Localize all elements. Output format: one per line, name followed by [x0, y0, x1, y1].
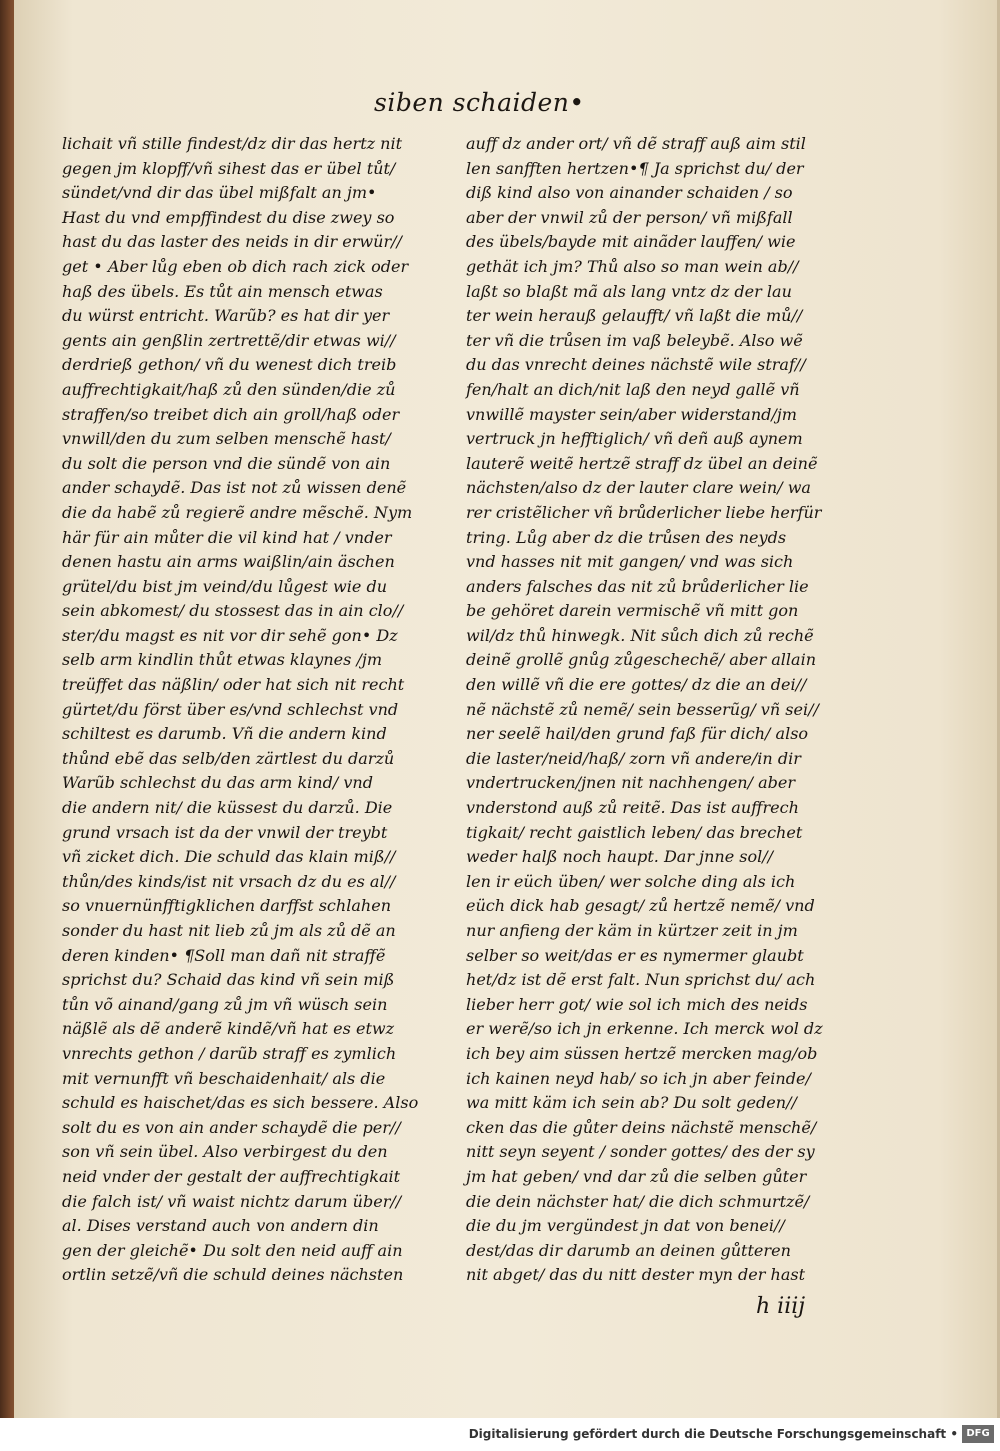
- text-line: schiltest es darumb. Vñ die andern kind: [62, 724, 387, 744]
- text-line: straffen/so treibet dich ain groll/haß oder: [62, 404, 400, 424]
- signature-mark: h iiij: [756, 1294, 806, 1319]
- text-line: tůn võ ainand/gang zů jm vñ wüsch sein: [62, 994, 388, 1014]
- text-line: vnrechts gethon / darũb straff es zymlich: [62, 1043, 397, 1063]
- text-line: nächsten/also dz der lauter clare wein/ wa: [466, 478, 811, 498]
- text-line: eüch dick hab gesagt/ zů hertzẽ nemẽ/ vnd: [466, 896, 815, 916]
- text-line: ortlin setzẽ/vñ die schuld deines nächsten: [62, 1265, 404, 1285]
- text-line: vnwill/den du zum selben menschẽ hast/: [62, 429, 391, 449]
- text-line: auff dz ander ort/ vñ dẽ straff auß aim stil: [466, 134, 806, 153]
- text-line: son vñ sein übel. Also verbirgest du den: [62, 1142, 388, 1162]
- text-line: den willẽ vñ die ere gottes/ dz die an dei//: [466, 675, 807, 695]
- text-line: nẽ nächstẽ zů nemẽ/ sein besserũg/ vñ sei//: [466, 699, 819, 719]
- text-line: get • Aber lůg eben ob dich rach zick oder: [62, 256, 409, 276]
- text-line: gents ain genßlin zertrettẽ/dir etwas wi//: [62, 330, 396, 350]
- digitization-footer: [0, 1418, 1000, 1451]
- text-line: selb arm kindlin thůt etwas klaynes /jm: [62, 650, 383, 670]
- text-line: schuld es haischet/das es sich bessere. Also: [62, 1093, 419, 1113]
- text-line: be gehöret darein vermischẽ vñ mitt gon: [466, 601, 799, 621]
- text-line: er werẽ/so ich jn erkenne. Ich merck wol dz: [466, 1019, 823, 1039]
- text-line: auffrechtigkait/haß zů den sünden/die zů: [62, 379, 396, 399]
- text-line: gethät ich jm? Thů also so man wein ab//: [466, 256, 799, 276]
- text-line: grütel/du bist jm veind/du lůgest wie du: [62, 576, 388, 596]
- text-line: dest/das dir darumb an deinen gůtteren: [466, 1240, 791, 1260]
- text-line: Warũb schlechst du das arm kind/ vnd: [62, 773, 374, 793]
- text-line: sonder du hast nit lieb zů jm als zů dẽ an: [62, 921, 396, 940]
- dfg-logo: DFG: [962, 1425, 994, 1443]
- text-line: ter vñ die trůsen im vaß beleybẽ. Also wẽ: [466, 330, 803, 350]
- text-line: gürtet/du först über es/vnd schlechst vnd: [62, 699, 399, 719]
- text-line: lieber herr got/ wie sol ich mich des neids: [466, 994, 808, 1014]
- text-line: die dein nächster hat/ die dich schmurtzẽ/: [466, 1191, 810, 1211]
- funding-notice: Digitalisierung gefördert durch die Deutsche Forschungsgemeinschaft •: [468, 1427, 958, 1441]
- text-line: derdrieß gethon/ vñ du wenest dich treib: [62, 355, 397, 375]
- text-line: ich bey aim süssen hertzẽ mercken mag/ob: [466, 1043, 818, 1063]
- text-line: ster/du magst es nit vor dir sehẽ gon• Dz: [62, 625, 398, 645]
- text-line: jm hat geben/ vnd dar zů die selben gůter: [466, 1166, 807, 1186]
- text-line: ter wein herauß gelaufft/ vñ laßt die mů//: [466, 306, 803, 326]
- text-line: haß des übels. Es tůt ain mensch etwas: [62, 281, 383, 301]
- text-line: het/dz ist dẽ erst falt. Nun sprichst du/ ach: [466, 970, 816, 990]
- text-line: nitt seyn seyent / sonder gottes/ des der sy: [466, 1142, 815, 1162]
- text-line: lichait vñ stille findest/dz dir das hertz nit: [62, 134, 403, 153]
- text-line: wil/dz thů hinwegk. Nit sůch dich zů rechẽ: [466, 625, 814, 645]
- right-text-column: [466, 132, 866, 1288]
- text-line: die du jm vergündest jn dat von benei//: [466, 1216, 785, 1236]
- text-line: weder halß noch haupt. Dar jnne sol//: [466, 847, 774, 867]
- text-line: denen hastu ain arms waißlin/ain äschen: [62, 552, 395, 572]
- text-line: die da habẽ zů regierẽ andre mẽschẽ. Nym: [62, 502, 413, 522]
- text-line: vñ zicket dich. Die schuld das klain miß//: [62, 847, 396, 867]
- running-head: siben schaiden•: [374, 88, 585, 117]
- text-line: deren kinden• ¶Soll man dañ nit straffẽ: [62, 945, 386, 965]
- text-line: vnderstond auß zů reitẽ. Das ist auffrech: [466, 798, 799, 818]
- text-line: nit abget/ das du nitt dester myn der hast: [466, 1265, 806, 1285]
- text-line: thůn/des kinds/ist nit vrsach dz du es al//: [62, 871, 396, 891]
- text-line: hast du das laster des neids in dir erwür//: [62, 232, 402, 252]
- text-line: du würst entricht. Warũb? es hat dir yer: [62, 306, 390, 326]
- text-line: len ir eüch üben/ wer solche ding als ich: [466, 871, 796, 891]
- text-line: du das vnrecht deines nächstẽ wile straf//: [466, 355, 806, 375]
- text-line: fen/halt an dich/nit laß den neyd gallẽ vñ: [466, 379, 800, 399]
- text-line: mit vernunfft vñ beschaidenhait/ als die: [62, 1068, 386, 1088]
- text-line: rer cristẽlicher vñ brůderlicher liebe herfür: [466, 502, 822, 522]
- text-line: diß kind also von ainander schaiden / so: [466, 183, 793, 203]
- text-line: ich kainen neyd hab/ so ich jn aber feinde/: [466, 1068, 811, 1088]
- text-line: selber so weit/das er es nymermer glaubt: [466, 945, 804, 965]
- text-line: näßlẽ als dẽ anderẽ kindẽ/vñ hat es etwz: [62, 1019, 395, 1039]
- text-line: des übels/bayde mit ainãder lauffen/ wie: [466, 232, 796, 252]
- text-line: vertruck jn hefftiglich/ vñ deñ auß aynem: [466, 429, 803, 449]
- text-line: vnd hasses nit mit gangen/ vnd was sich: [466, 552, 794, 572]
- text-line: solt du es von ain ander schaydẽ die per//: [62, 1117, 401, 1137]
- text-line: len sanfften hertzen•¶ Ja sprichst du/ der: [466, 158, 804, 178]
- page-leaf: [14, 0, 1000, 1418]
- text-line: cken das die gůter deins nächstẽ menschẽ/: [466, 1117, 817, 1137]
- text-line: ander schaydẽ. Das ist not zů wissen denẽ: [62, 478, 407, 498]
- text-line: wa mitt käm ich sein ab? Du solt geden//: [466, 1093, 797, 1113]
- text-line: sein abkomest/ du stossest das in ain clo//: [62, 601, 404, 621]
- text-line: sündet/vnd dir das übel mißfalt an jm•: [62, 183, 377, 203]
- text-line: grund vrsach ist da der vnwil der treybt: [62, 822, 388, 842]
- text-line: nur anfieng der käm in kürtzer zeit in jm: [466, 921, 798, 940]
- text-line: gen der gleichẽ• Du solt den neid auff ain: [62, 1240, 403, 1260]
- text-line: die laster/neid/haß/ zorn vñ andere/in dir: [466, 748, 801, 768]
- text-line: du solt die person vnd die sündẽ von ain: [62, 453, 391, 473]
- text-line: tigkait/ recht gaistlich leben/ das brechet: [466, 822, 803, 842]
- left-text-column: [62, 132, 462, 1288]
- text-line: treüffet das näßlin/ oder hat sich nit recht: [62, 675, 405, 695]
- text-line: gegen jm klopff/vñ sihest das er übel tůt/: [62, 158, 396, 178]
- text-line: här für ain můter die vil kind hat / vnder: [62, 527, 392, 547]
- text-line: aber der vnwil zů der person/ vñ mißfall: [466, 207, 793, 227]
- text-line: die andern nit/ die küssest du darzů. Die: [62, 798, 393, 818]
- text-line: laßt so blaßt mã als lang vntz dz der lau: [466, 281, 792, 301]
- text-line: neid vnder der gestalt der auffrechtigkait: [62, 1166, 401, 1186]
- text-line: tring. Lůg aber dz die trůsen des neyds: [466, 527, 787, 547]
- text-line: al. Dises verstand auch von andern din: [62, 1216, 379, 1236]
- text-line: vndertrucken/jnen nit nachhengen/ aber: [466, 773, 796, 793]
- text-line: so vnuernünfftigklichen darffst schlahen: [62, 896, 392, 916]
- text-line: anders falsches das nit zů brůderlicher lie: [466, 576, 809, 596]
- text-line: thůnd ebẽ das selb/den zärtlest du darzů: [62, 748, 395, 768]
- text-line: vnwillẽ mayster sein/aber widerstand/jm: [466, 404, 797, 424]
- text-line: sprichst du? Schaid das kind vñ sein miß: [62, 970, 395, 990]
- text-line: Hast du vnd empffindest du dise zwey so: [62, 207, 395, 227]
- text-line: deinẽ grollẽ gnůg zůgeschechẽ/ aber allain: [466, 650, 817, 670]
- text-line: ner seelẽ hail/den grund faß für dich/ also: [466, 724, 809, 744]
- text-line: die falch ist/ vñ waist nichtz darum über//: [62, 1191, 402, 1211]
- text-line: lauterẽ weitẽ hertzẽ straff dz übel an deinẽ: [466, 453, 818, 473]
